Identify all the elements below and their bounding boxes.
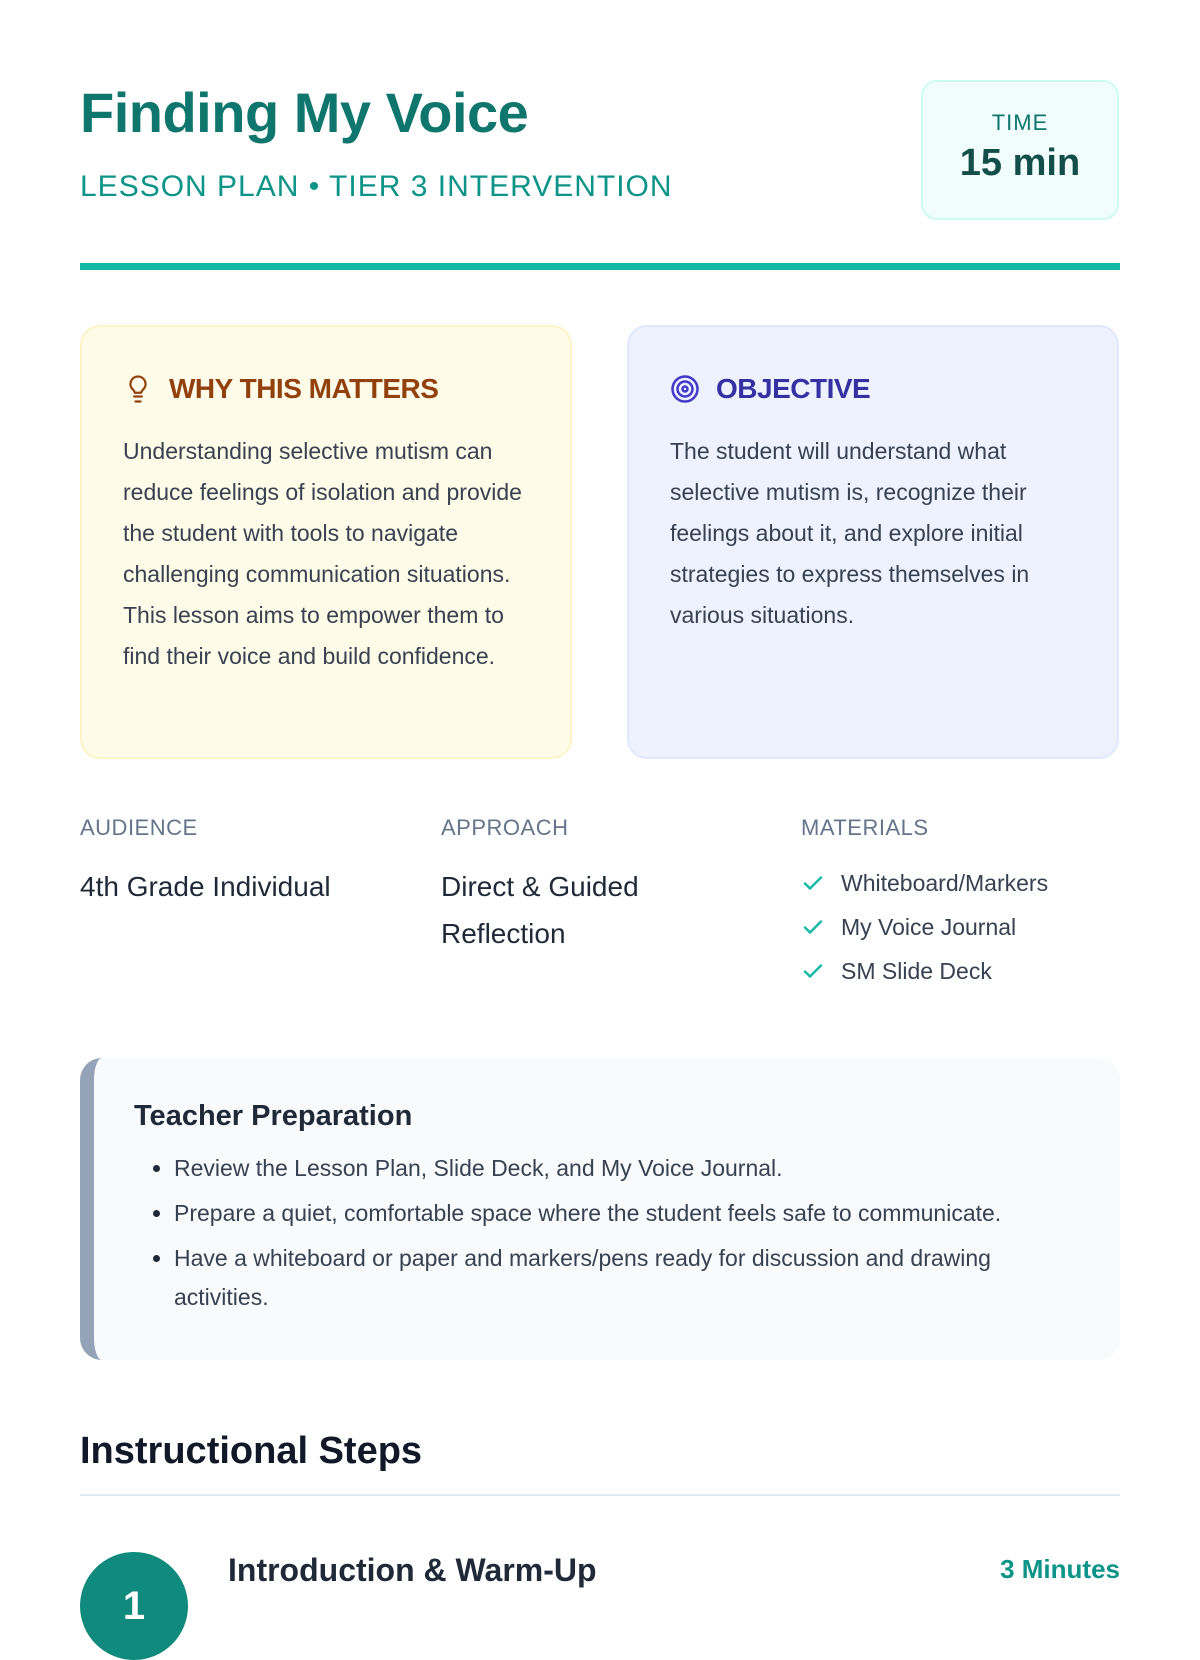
time-value: 15 min (959, 142, 1081, 184)
lightbulb-icon (123, 374, 153, 404)
audience-label: AUDIENCE (80, 815, 198, 840)
page-title: Finding My Voice (80, 81, 529, 144)
steps-divider (80, 1494, 1120, 1496)
materials-list (801, 861, 1121, 993)
audience-value: 4th Grade Individual (80, 871, 331, 902)
time-label: TIME (991, 110, 1049, 135)
materials-item-label: Whiteboard/Markers (841, 869, 1049, 896)
approach-value: Direct & Guided Reflection (441, 871, 639, 949)
step-duration: 3 Minutes (1000, 1554, 1120, 1584)
objective-card (627, 325, 1119, 759)
teacher-preparation-panel (80, 1058, 1120, 1360)
check-icon (801, 959, 825, 983)
why-this-matters-card (80, 325, 572, 759)
why-card-body: Understanding selective mutism can reduce feelings of isolation and provide the student with tools to navigate challenging communication situations. This lesson aims to empower them to find their voice and build confidence. (123, 438, 522, 669)
time-badge (921, 80, 1119, 220)
preparation-item: • Review the Lesson Plan, Slide Deck, and My Voice Journal. (174, 1149, 1080, 1188)
step-number-badge: 1 (80, 1552, 188, 1660)
materials-label: MATERIALS (801, 815, 929, 840)
preparation-item: • Have a whiteboard or paper and markers/pens ready for discussion and drawing activities. (174, 1239, 1080, 1317)
objective-card-header (670, 369, 1077, 409)
materials-item (801, 949, 1121, 993)
teacher-preparation-list (134, 1149, 1080, 1317)
step-title: Introduction & Warm-Up (228, 1552, 597, 1588)
objective-card-body: The student will understand what selective mutism is, recognize their feelings about it, and explore initial strategies to express themselves in various situations. (670, 438, 1030, 628)
materials-item (801, 861, 1121, 905)
page-subtitle: LESSON PLAN • TIER 3 INTERVENTION (80, 170, 673, 203)
check-icon (801, 871, 825, 895)
materials-item (801, 905, 1121, 949)
target-icon (670, 374, 700, 404)
teacher-preparation-title: Teacher Preparation (134, 1100, 413, 1132)
approach-section (441, 815, 741, 957)
header-divider (80, 263, 1120, 270)
preparation-item: • Prepare a quiet, comfortable space where the student feels safe to communicate. (174, 1194, 1080, 1233)
materials-item-label: My Voice Journal (841, 913, 1017, 940)
materials-section (801, 815, 1121, 993)
materials-item-label: SM Slide Deck (841, 957, 992, 984)
instructional-steps-title: Instructional Steps (80, 1430, 423, 1472)
audience-section (80, 815, 400, 910)
approach-label: APPROACH (441, 815, 569, 840)
why-card-header (123, 369, 530, 409)
objective-card-title: OBJECTIVE (716, 373, 871, 404)
why-card-title: WHY THIS MATTERS (169, 373, 439, 404)
check-icon (801, 915, 825, 939)
